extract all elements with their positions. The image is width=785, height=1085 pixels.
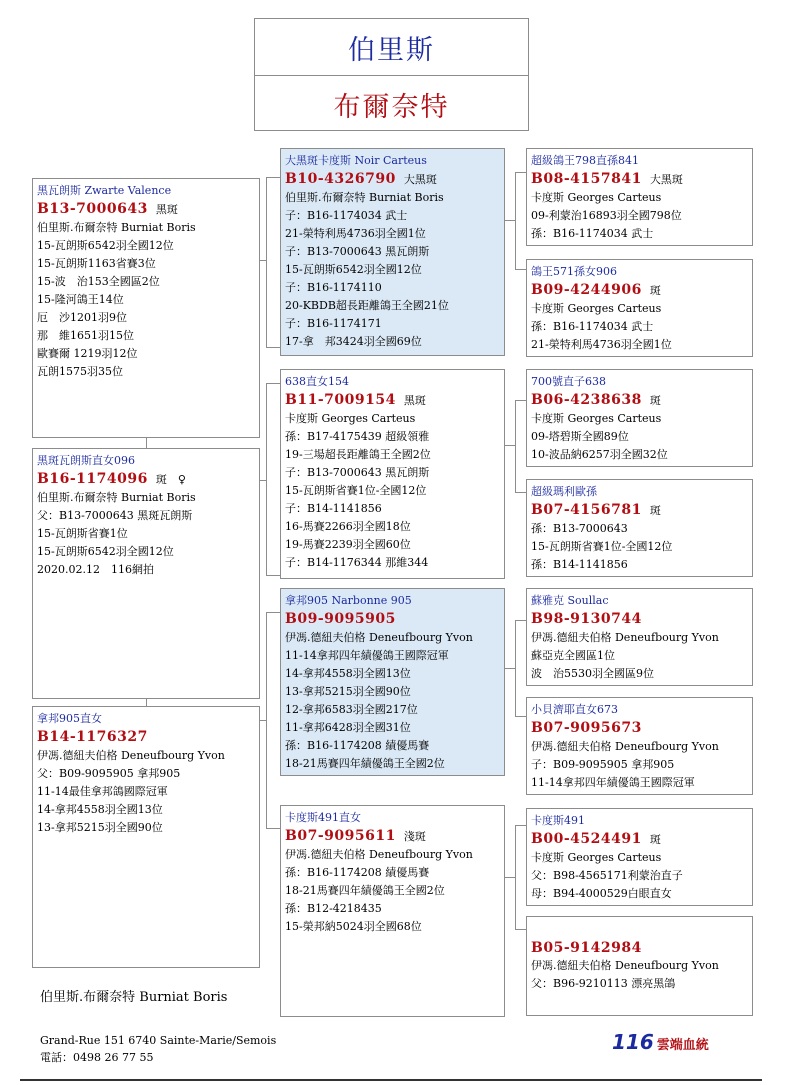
info-line: 21-榮特利馬4736羽全國1位 (285, 227, 426, 240)
info-line: 子：B16-1174034 武士 (285, 209, 408, 222)
info-line: 09-塔碧斯全國89位 (531, 430, 629, 443)
pigeon-color: 黑斑 (155, 203, 178, 216)
info-line: 父：B09-9095905 拿邦905 (37, 767, 181, 780)
info-line: 伊馮.德紐夫伯格 Deneufbourg Yvon (285, 848, 473, 861)
pigeon-color: 大黑斑 (649, 173, 683, 186)
logo-number: 116 (612, 1030, 654, 1054)
info-line: 孫：B17-4175439 超級領雅 (285, 430, 430, 443)
breeder-phone: 電話：0498 26 77 55 (40, 1051, 154, 1064)
info-line: 子：B14-1176344 那維344 (285, 556, 429, 569)
connector (266, 383, 267, 575)
ring-number: B07-9095673 (531, 720, 642, 736)
dam-card (32, 706, 260, 968)
info-line: 15-瓦朗斯6542羽全國12位 (285, 263, 422, 276)
pigeon-name: 蘇雅克 Soullac (531, 594, 609, 607)
connector (515, 492, 526, 493)
info-line: 11-14拿邦四年績優鴿王國際冠軍 (531, 776, 695, 789)
great-grandparent-card (526, 479, 753, 577)
info-line: 15-瓦朗斯省賽1位 (37, 527, 128, 540)
connector (259, 260, 267, 261)
pigeon-color: 黑斑 (403, 394, 426, 407)
info-line: 伊馮.德紐夫伯格 Deneufbourg Yvon (37, 749, 225, 762)
pigeon-color: 斑 (649, 394, 661, 407)
ring-number: B10-4326790 (285, 171, 396, 187)
info-line: 厄 沙1201羽9位 (37, 311, 127, 324)
connector (259, 720, 267, 721)
pigeon-name: 638直女154 (285, 375, 349, 388)
info-line: 子：B16-1174171 (285, 317, 382, 330)
pigeon-name: 拿邦905直女 (37, 712, 102, 725)
info-line: 父：B96-9210113 漂亮黑鴿 (531, 977, 676, 990)
pigeon-name: 黑瓦朗斯 Zwarte Valence (37, 184, 172, 197)
ring-number: B09-9095905 (285, 611, 396, 627)
pigeon-color: 斑 (649, 833, 661, 846)
connector (266, 383, 280, 384)
info-line: 13-拿邦5215羽全國90位 (285, 685, 411, 698)
info-line: 孫：B16-1174208 績優馬賽 (285, 739, 430, 752)
pigeon-color: 淺斑 (403, 830, 426, 843)
info-line: 17-拿 邦3424羽全國69位 (285, 335, 422, 348)
info-line: 卡度斯 Georges Carteus (285, 412, 416, 425)
info-line: 10-波品納6257羽全國32位 (531, 448, 668, 461)
connector (266, 828, 280, 829)
connector (266, 612, 280, 613)
ring-number: B07-9095611 (285, 828, 396, 844)
connector (515, 929, 526, 930)
great-grandparent-card (526, 259, 753, 357)
subject-card (32, 178, 260, 438)
info-line: 14-拿邦4558羽全國13位 (285, 667, 411, 680)
ring-number: B00-4524491 (531, 831, 642, 847)
ring-number: B98-9130744 (531, 611, 642, 627)
connector (505, 877, 516, 878)
info-line: 子：B14-1141856 (285, 502, 382, 515)
info-line: 波 治5530羽全國區9位 (531, 667, 654, 680)
pigeon-name: 700號直子638 (531, 375, 606, 388)
pigeon-color: 斑 (649, 284, 661, 297)
granddam-dam-card (280, 805, 505, 1017)
granddam-sire-card (280, 588, 505, 776)
info-line: 19-馬賽2239羽全國60位 (285, 538, 411, 551)
info-line: 11-14拿邦四年績優鴿王國際冠軍 (285, 649, 449, 662)
info-line: 19-三場超長距離鴿王全國2位 (285, 448, 431, 461)
pigeon-name: 鴿王571孫女906 (531, 265, 617, 278)
connector (146, 437, 147, 448)
info-line: 孫：B16-1174208 績優馬賽 (285, 866, 430, 879)
info-line: 伯里斯.布爾奈特 Burniat Boris (37, 491, 196, 504)
info-line: 09-利蒙治16893羽全國798位 (531, 209, 682, 222)
ring-number: B09-4244906 (531, 282, 642, 298)
ring-number: B07-4156781 (531, 502, 642, 518)
connector (505, 445, 516, 446)
info-line: 那 維1651羽15位 (37, 329, 134, 342)
info-line: 伯里斯.布爾奈特 Burniat Boris (37, 221, 196, 234)
great-grandparent-card (526, 697, 753, 795)
info-line: 孫：B12-4218435 (285, 902, 382, 915)
info-line: 2020.02.12 116網拍 (37, 563, 154, 576)
ring-number: B14-1176327 (37, 729, 148, 745)
info-line: 伊馮.德紐夫伯格 Deneufbourg Yvon (531, 959, 719, 972)
pigeon-name: 超級鴿王798直孫841 (531, 154, 639, 167)
great-grandparent-card (526, 916, 753, 1016)
info-line: 子：B09-9095905 拿邦905 (531, 758, 675, 771)
info-line: 伊馮.德紐夫伯格 Deneufbourg Yvon (531, 631, 719, 644)
bottom-divider (20, 1079, 762, 1081)
info-line: 瓦朗1575羽35位 (37, 365, 123, 378)
pigeon-name: 卡度斯491直女 (285, 811, 361, 824)
info-line: 子：B13-7000643 黑瓦朗斯 (285, 466, 430, 479)
ring-number: B16-1174096 (37, 471, 148, 487)
info-line: 15-瓦朗斯1163省賽3位 (37, 257, 156, 270)
grandsire-dam-card (280, 369, 505, 579)
info-line: 18-21馬賽四年績優鴿王全國2位 (285, 884, 445, 897)
info-line: 21-榮特利馬4736羽全國1位 (531, 338, 672, 351)
info-line: 卡度斯 Georges Carteus (531, 851, 662, 864)
connector (266, 347, 280, 348)
connector (515, 269, 526, 270)
info-line: 15-榮邦納5024羽全國68位 (285, 920, 422, 933)
info-line: 伊馮.德紐夫伯格 Deneufbourg Yvon (531, 740, 719, 753)
info-line: 孫：B16-1174034 武士 (531, 227, 654, 240)
info-line: 孫：B13-7000643 (531, 522, 628, 535)
info-line: 15-瓦朗斯省賽1位-全國12位 (531, 540, 673, 553)
info-line: 子：B13-7000643 黑瓦朗斯 (285, 245, 430, 258)
info-line: 母：B94-4000529白眼直女 (531, 887, 672, 900)
great-grandparent-card (526, 588, 753, 686)
info-line: 20-KBDB超長距離鴿王全國21位 (285, 299, 449, 312)
info-line: 14-拿邦4558羽全國13位 (37, 803, 163, 816)
info-line: 15-波 治153全國區2位 (37, 275, 160, 288)
info-line: 伊馮.德紐夫伯格 Deneufbourg Yvon (285, 631, 473, 644)
breeder-contact (40, 1032, 276, 1066)
connector (515, 825, 526, 826)
info-line: 15-瓦朗斯6542羽全國12位 (37, 545, 174, 558)
title-surname: 布爾奈特 (333, 91, 450, 123)
info-line: 15-瓦朗斯6542羽全國12位 (37, 239, 174, 252)
logo-text: 雲端血統 (656, 1038, 709, 1053)
info-line: 11-拿邦6428羽全國31位 (285, 721, 411, 734)
pigeon-name: 黑斑瓦朗斯直女096 (37, 454, 135, 467)
pigeon-name: 小貝濟耶直女673 (531, 703, 618, 716)
info-line: 16-馬賽2266羽全國18位 (285, 520, 411, 533)
connector (505, 220, 516, 221)
ring-number: B05-9142984 (531, 940, 642, 956)
connector (515, 172, 526, 173)
pigeon-name: 卡度斯491 (531, 814, 585, 827)
info-line: 歐賽爾 1219羽12位 (37, 347, 138, 360)
great-grandparent-card (526, 148, 753, 246)
pigeon-color: 斑 (649, 504, 661, 517)
breeder-name: 伯里斯.布爾奈特 Burniat Boris (40, 990, 228, 1005)
info-line: 13-拿邦5215羽全國90位 (37, 821, 163, 834)
connector (515, 400, 526, 401)
info-line: 15-瓦朗斯省賽1位-全國12位 (285, 484, 427, 497)
ring-number: B11-7009154 (285, 392, 396, 408)
pigeon-color: 大黑斑 (403, 173, 437, 186)
connector (515, 400, 516, 492)
info-line: 卡度斯 Georges Carteus (531, 302, 662, 315)
info-line: 蘇亞克全國區1位 (531, 649, 615, 662)
connector (266, 575, 280, 576)
connector (259, 480, 267, 481)
title-name: 伯里斯 (255, 19, 528, 76)
connector (505, 668, 516, 669)
info-line: 15-隆河鴿王14位 (37, 293, 124, 306)
connector (515, 716, 526, 717)
info-line: 卡度斯 Georges Carteus (531, 191, 662, 204)
info-line: 孫：B14-1141856 (531, 558, 628, 571)
ring-number: B13-7000643 (37, 201, 148, 217)
connector (266, 177, 267, 347)
info-line: 父：B98-4565171利蒙治直子 (531, 869, 683, 882)
great-grandparent-card (526, 369, 753, 467)
great-grandparent-card (526, 808, 753, 906)
info-line: 子：B16-1174110 (285, 281, 382, 294)
info-line: 11-14最佳拿邦鴿國際冠軍 (37, 785, 168, 798)
pigeon-name: 超級瑪利歐孫 (531, 485, 597, 498)
ring-number: B08-4157841 (531, 171, 642, 187)
pigeon-name: 拿邦905 Narbonne 905 (285, 594, 412, 607)
breeder-address: Grand-Rue 151 6740 Sainte-Marie/Semois (40, 1034, 277, 1047)
info-line: 卡度斯 Georges Carteus (531, 412, 662, 425)
info-line: 12-拿邦6583羽全國217位 (285, 703, 418, 716)
pigeon-name: 大黑斑卡度斯 Noir Carteus (285, 154, 427, 167)
site-logo (612, 1030, 709, 1054)
info-line: 父：B13-7000643 黑斑瓦朗斯 (37, 509, 193, 522)
title-box (254, 18, 529, 131)
info-line: 孫：B16-1174034 武士 (531, 320, 654, 333)
pigeon-color: 斑 ♀ (155, 473, 186, 486)
connector (515, 620, 526, 621)
connector (146, 698, 147, 706)
info-line: 18-21馬賽四年績優鴿王全國2位 (285, 757, 445, 770)
connector (266, 177, 280, 178)
grandsire-sire-card (280, 148, 505, 356)
ring-number: B06-4238638 (531, 392, 642, 408)
info-line: 伯里斯.布爾奈特 Burniat Boris (285, 191, 444, 204)
sire-card (32, 448, 260, 699)
